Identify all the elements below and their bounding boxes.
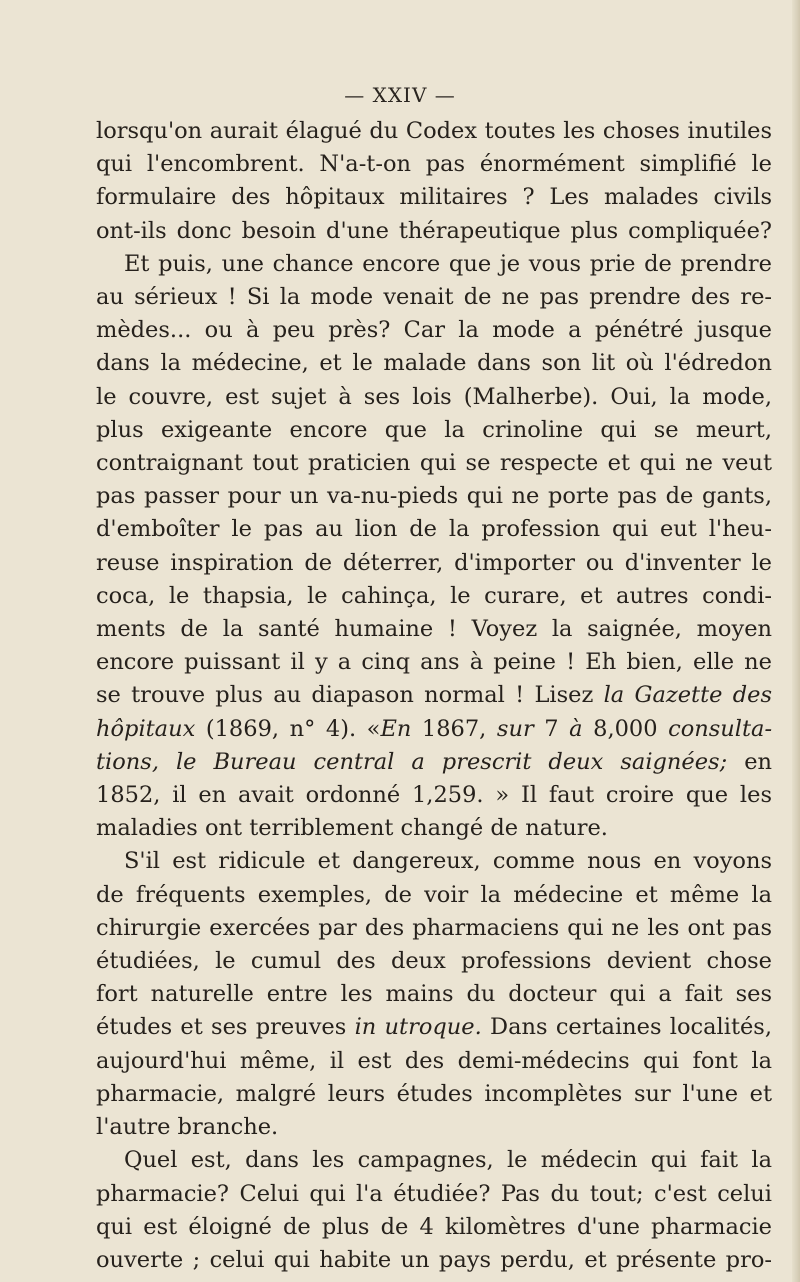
text-line: formulaire des hôpitaux militaires ? Les malades civils xyxy=(96,184,772,211)
text-line: coca, le thapsia, le cahinça, le curare, et autres condi- xyxy=(96,582,772,609)
text-line: ments de la santé humaine ! Voyez la saignée, moyen xyxy=(96,616,772,643)
text-run: en xyxy=(744,748,773,775)
text-line: reuse inspiration de déterrer, d'importer ou d'inventer le xyxy=(96,549,772,576)
text-line: Quel est, dans les campagnes, le médecin qui fait la xyxy=(124,1147,772,1174)
text-line: ouverte ; celui qui habite un pays perdu, et présente pro- xyxy=(96,1246,772,1273)
text-run: (1869, n° 4). « xyxy=(205,715,381,742)
text-line: 1852, il en avait ordonné 1,259. » Il faut croire que les xyxy=(96,782,772,809)
text-line: pas passer pour un va-nu-pieds qui ne porte pas de gants, xyxy=(96,483,772,510)
text-line: de fréquents exemples, de voir la médecine et même la xyxy=(96,881,772,908)
text-line: aujourd'hui même, il est des demi-médecins qui font la xyxy=(96,1047,772,1074)
italic-run: sur xyxy=(496,715,534,742)
text-run: Dans certaines localités, xyxy=(490,1014,772,1041)
text-line: lorsqu'on aurait élagué du Codex toutes les choses inutiles xyxy=(96,118,772,144)
text-line: encore puissant il y a cinq ans à peine ! Eh bien, elle ne xyxy=(96,649,772,676)
text-run: études et ses preuves xyxy=(96,1014,347,1041)
text-run: 7 xyxy=(544,715,559,742)
text-line: plus exigeante encore que la crinoline qui se meurt, xyxy=(96,416,772,443)
text-line: pharmacie? Celui qui l'a étudiée? Pas du tout; c'est celui xyxy=(96,1180,772,1207)
text-line-mixed xyxy=(96,679,772,712)
text-line: Et puis, une chance encore que je vous prie de prendre xyxy=(124,250,772,277)
text-line: ont-ils donc besoin d'une thérapeutique plus compliquée? xyxy=(96,217,772,244)
text-line: mèdes... ou à peu près? Car la mode a pénétré jusque xyxy=(96,317,772,344)
text-line-mixed xyxy=(96,1011,772,1044)
text-line: maladies ont terriblement changé de nature. xyxy=(96,815,608,842)
italic-run: tions, le Bureau central a prescrit deux saignées; xyxy=(96,748,728,775)
text-line-mixed xyxy=(96,746,772,779)
text-line: étudiées, le cumul des deux professions devient chose xyxy=(96,948,772,975)
text-line: fort naturelle entre les mains du docteur qui a fait ses xyxy=(96,981,772,1008)
text-line: S'il est ridicule et dangereux, comme nous en voyons xyxy=(124,848,772,875)
italic-run: En xyxy=(380,715,412,742)
italic-run: consulta- xyxy=(668,715,773,742)
italic-run: la Gazette des xyxy=(603,682,773,709)
text-line-mixed xyxy=(96,713,772,746)
text-line: pharmacie, malgré leurs études incomplètes sur l'une et xyxy=(96,1080,772,1107)
text-run: 8,000 xyxy=(593,715,658,742)
text-line: l'autre branche. xyxy=(96,1114,279,1141)
italic-run: in utroque. xyxy=(354,1014,482,1041)
page-number-header: — XXIV — xyxy=(344,83,456,107)
text-line: d'emboîter le pas au lion de la profession qui eut l'heu- xyxy=(96,516,772,543)
text-line: qui l'encombrent. N'a-t-on pas énormément simplifié le xyxy=(96,151,772,178)
text-run: 1867, xyxy=(421,715,487,742)
italic-run: hôpitaux xyxy=(96,715,196,742)
body-text xyxy=(96,115,772,1277)
text-line: contraignant tout praticien qui se respecte et qui ne veut xyxy=(96,450,772,477)
page-edge xyxy=(792,0,800,1282)
text-run: se trouve plus au diapason normal ! Lisez xyxy=(96,682,594,709)
text-line: qui est éloigné de plus de 4 kilomètres d'une pharmacie xyxy=(96,1213,772,1240)
text-line: dans la médecine, et le malade dans son lit où l'édredon xyxy=(96,350,772,377)
text-line: chirurgie exercées par des pharmaciens qui ne les ont pas xyxy=(96,914,772,941)
italic-run: à xyxy=(569,715,583,742)
text-line: au sérieux ! Si la mode venait de ne pas prendre des re- xyxy=(96,284,772,311)
text-line: le couvre, est sujet à ses lois (Malherbe). Oui, la mode, xyxy=(96,383,772,410)
